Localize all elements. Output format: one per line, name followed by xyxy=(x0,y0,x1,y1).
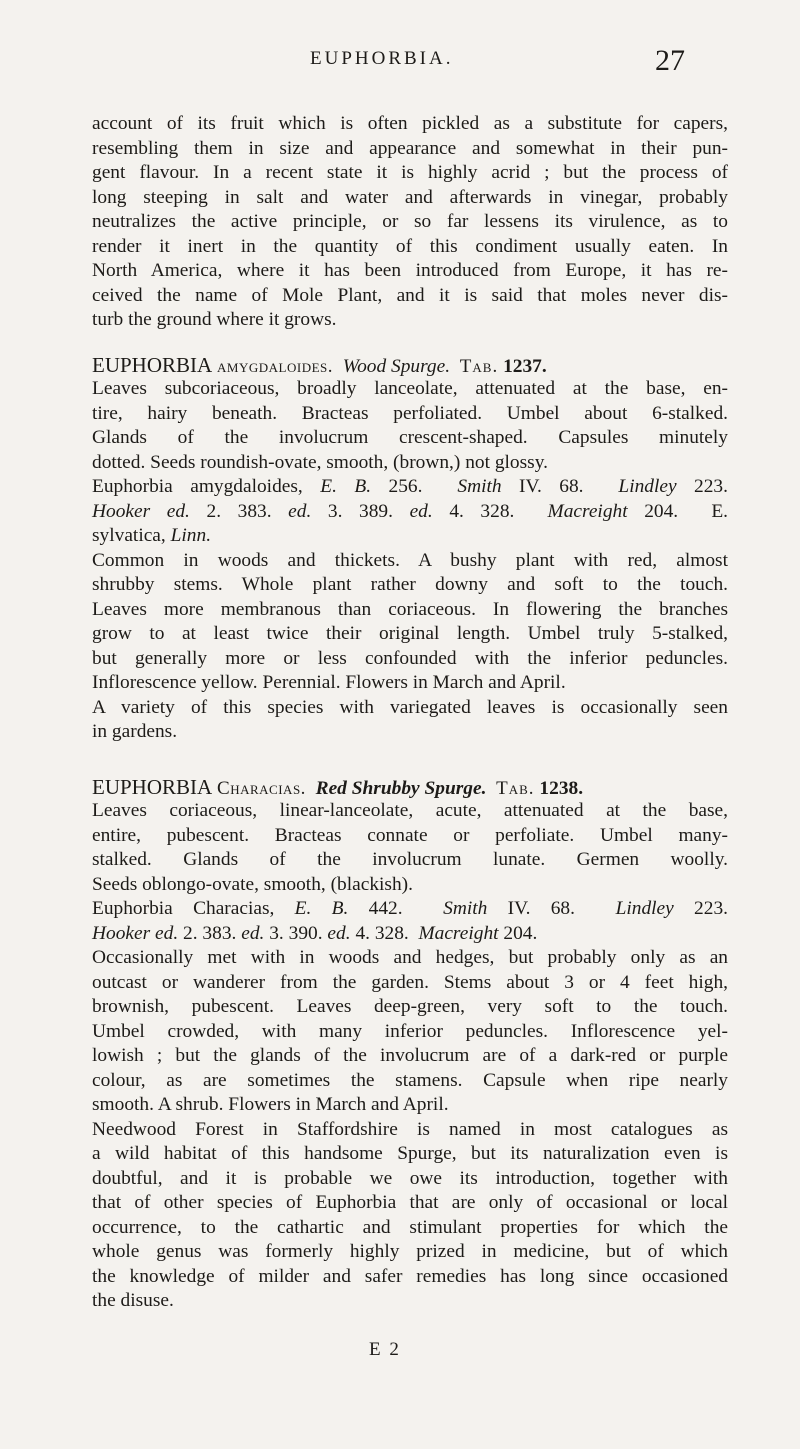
running-title: EUPHORBIA. xyxy=(310,48,454,69)
text-line: ceived the name of Mole Plant, and it is said that moles never dis- xyxy=(92,284,728,306)
text-line: gent flavour. In a recent state it is highly acrid ; but the process of xyxy=(92,162,728,183)
ref-text: 3. 390. xyxy=(269,922,323,944)
common-name: Red Shrubby Spurge. xyxy=(315,777,487,799)
note-line: brownish, pubescent. Leaves deep-green, very soft to the touch. xyxy=(92,996,728,1017)
description-line: entire, pubescent. Bracteas connate or perfoliate. Umbel many- xyxy=(92,824,728,846)
ref-work: E. B. xyxy=(320,476,372,497)
ref-text: Euphorbia amygdaloides, xyxy=(92,476,303,497)
ref-text: 204. xyxy=(644,500,679,522)
species-entry-characias xyxy=(92,775,728,1314)
note-line: A variety of this species with variegated leaves is occasionally seen xyxy=(92,696,728,718)
tab-number: 1237. xyxy=(503,355,547,377)
note-line: in gardens. xyxy=(92,721,178,742)
species-epithet: Characias. xyxy=(217,777,306,799)
ref-author: Hooker xyxy=(92,922,151,944)
note-line: whole genus was formerly highly prized in medicine, but of which xyxy=(92,1241,728,1262)
ref-ed: ed. xyxy=(409,500,433,522)
ref-author: Macreight xyxy=(547,500,628,522)
text-line: North America, where it has been introduced from Europe, it has re- xyxy=(92,260,728,281)
ref-ed: ed. xyxy=(155,922,179,944)
note-line: outcast or wanderer from the garden. Stems about 3 or 4 feet high, xyxy=(92,971,728,993)
genus-name: EUPHORBIA xyxy=(92,352,213,377)
ref-text: 4. 328. xyxy=(449,500,515,522)
ref-ed: ed. xyxy=(166,500,190,522)
note-line: Needwood Forest in Staffordshire is named in most catalogues as xyxy=(92,1118,728,1140)
tab-label: Tab. xyxy=(496,777,535,799)
note-line: occurrence, to the cathartic and stimulant properties for which the xyxy=(92,1216,728,1238)
text-line: turb the ground where it grows. xyxy=(92,309,337,330)
ref-text: E. xyxy=(711,500,729,522)
tab-label: Tab. xyxy=(459,355,499,377)
description-line: tire, hairy beneath. Bracteas perfoliated. Umbel about 6-stalked. xyxy=(92,402,728,424)
species-heading xyxy=(92,775,728,800)
reference-line xyxy=(92,475,728,500)
description-line: Glands of the involucrum crescent-shaped. Capsules minutely xyxy=(92,427,728,448)
ref-author: Linn. xyxy=(170,525,212,546)
ref-text: 2. 383. xyxy=(206,500,272,522)
ref-text: IV. 68. xyxy=(519,476,584,497)
ref-text: 2. 383. xyxy=(183,922,237,944)
species-epithet: amygdaloides. xyxy=(217,355,334,377)
note-line: doubtful, and it is probable we owe its introduction, together with xyxy=(92,1167,728,1189)
page-number: 27 xyxy=(655,44,685,77)
common-name: Wood Spurge. xyxy=(342,355,451,377)
note-line: Leaves more membranous than coriaceous. In flowering the branches xyxy=(92,598,728,620)
text-line: resembling them in size and appearance and somewhat in their pun- xyxy=(92,137,728,159)
spacer xyxy=(92,333,728,353)
species-entry-amygdaloides xyxy=(92,353,728,745)
ref-ed: ed. xyxy=(288,500,312,522)
text-line: account of its fruit which is often pickled as a substitute for capers, xyxy=(92,113,728,134)
ref-author: Macreight xyxy=(418,922,499,944)
note-line: shrubby stems. Whole plant rather downy and soft to the touch. xyxy=(92,574,728,595)
ref-text: 223. xyxy=(694,476,728,497)
note-line: the knowledge of milder and safer remedies has long since occasioned xyxy=(92,1265,728,1287)
description-line: stalked. Glands of the involucrum lunate. Germen woolly. xyxy=(92,849,728,870)
note-line: that of other species of Euphorbia that are only of occasional or local xyxy=(92,1192,728,1213)
ref-text: 3. 389. xyxy=(327,500,393,522)
note-line: smooth. A shrub. Flowers in March and April. xyxy=(92,1094,449,1115)
reference-line xyxy=(92,500,728,525)
description-line: dotted. Seeds roundish-ovate, smooth, (brown,) not glossy. xyxy=(92,451,548,473)
reference-line xyxy=(92,524,728,549)
note-line: lowish ; but the glands of the involucrum are of a dark-red or purple xyxy=(92,1045,728,1066)
ref-text: sylvatica, xyxy=(92,525,166,546)
description-line: Leaves coriaceous, linear-lanceolate, acute, attenuated at the base, xyxy=(92,800,728,821)
description-line: Leaves subcoriaceous, broadly lanceolate, attenuated at the base, en- xyxy=(92,378,728,399)
ref-text: 204. xyxy=(503,922,538,944)
reference-line xyxy=(92,922,728,947)
note-line: a wild habitat of this handsome Spurge, but its naturalization even is xyxy=(92,1143,728,1164)
ref-text: 4. 328. xyxy=(355,922,409,944)
text-line: long steeping in salt and water and afterwards in vinegar, probably xyxy=(92,186,728,208)
ref-text: 223. xyxy=(694,898,728,919)
note-line: Umbel crowded, with many inferior peduncles. Inflorescence yel- xyxy=(92,1020,728,1042)
ref-work: E. B. xyxy=(294,898,349,919)
ref-author: Hooker xyxy=(92,500,151,522)
note-line: Occasionally met with in woods and hedges, but probably only as an xyxy=(92,947,728,968)
ref-text: IV. 68. xyxy=(507,898,575,919)
page-header xyxy=(0,44,800,84)
ref-text: Euphorbia Characias, xyxy=(92,898,275,919)
spacer xyxy=(92,745,728,775)
ref-author: Smith xyxy=(443,898,488,919)
page-body xyxy=(92,112,728,1314)
ref-text: 442. xyxy=(368,898,403,919)
note-line: colour, as are sometimes the stamens. Capsule when ripe nearly xyxy=(92,1069,728,1091)
note-line: Common in woods and thickets. A bushy plant with red, almost xyxy=(92,549,728,571)
text-line: render it inert in the quantity of this condiment usually eaten. In xyxy=(92,235,728,257)
genus-name: EUPHORBIA xyxy=(92,774,213,799)
ref-ed: ed. xyxy=(241,922,265,944)
intro-paragraph xyxy=(92,112,728,333)
reference-line xyxy=(92,897,728,922)
note-line: the disuse. xyxy=(92,1290,174,1311)
species-heading xyxy=(92,353,728,378)
note-line: but generally more or less confounded with the inferior peduncles. xyxy=(92,647,728,669)
note-line: grow to at least twice their original length. Umbel truly 5-stalked, xyxy=(92,623,728,644)
signature-mark: E 2 xyxy=(369,1339,401,1360)
text-line: neutralizes the active principle, or so far lessens its virulence, as to xyxy=(92,211,728,232)
description-line: Seeds oblongo-ovate, smooth, (blackish). xyxy=(92,873,413,895)
ref-text: 256. xyxy=(388,476,423,497)
note-line: Inflorescence yellow. Perennial. Flowers in March and April. xyxy=(92,672,566,693)
tab-number: 1238. xyxy=(539,777,584,799)
ref-author: Smith xyxy=(457,476,502,497)
ref-ed: ed. xyxy=(327,922,351,944)
ref-author: Lindley xyxy=(615,898,674,919)
ref-author: Lindley xyxy=(618,476,677,497)
